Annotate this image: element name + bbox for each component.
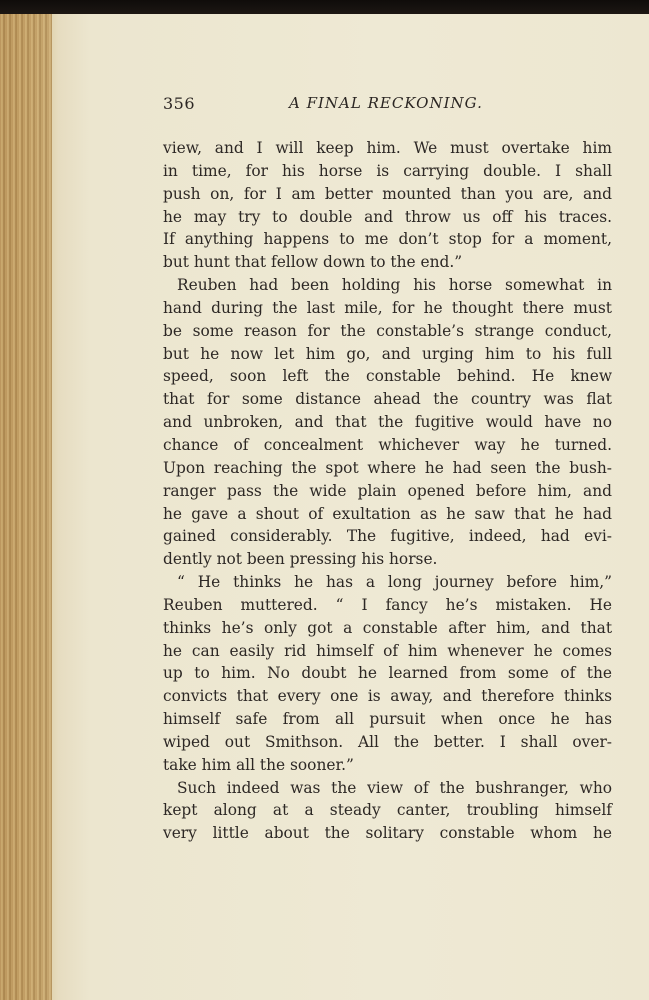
text-line: Reuben had been holding his horse somewhat in xyxy=(177,276,612,295)
text-line: be some reason for the constable’s strange conduct, xyxy=(163,321,612,340)
text-line: he can easily rid himself of him whenever he comes xyxy=(163,641,612,660)
text-line: but hunt that fellow down to the end.” xyxy=(163,253,463,272)
text-line: Reuben muttered. “ I fancy he’s mistaken. He xyxy=(163,595,612,614)
text-line: kept along at a steady canter, troubling himself xyxy=(163,801,612,820)
text-line: ranger pass the wide plain opened before him, and xyxy=(163,481,612,500)
text-line: thinks he’s only got a constable after him, and that xyxy=(163,618,612,637)
text-line: he gave a shout of exultation as he saw that he had xyxy=(163,504,612,523)
text-line: wiped out Smithson. All the better. I shall over- xyxy=(163,732,612,751)
running-head: A FINAL RECKONING. xyxy=(289,94,483,112)
page-body-text xyxy=(163,137,612,845)
page-header xyxy=(163,92,613,116)
text-line: speed, soon left the constable behind. He knew xyxy=(163,367,612,386)
text-line: very little about the solitary constable whom he xyxy=(163,824,612,843)
book-binding-edge xyxy=(0,14,52,1000)
text-line: and unbroken, and that the fugitive would have no xyxy=(163,413,612,432)
text-line: himself safe from all pursuit when once he has xyxy=(163,710,612,729)
text-line: dently not been pressing his horse. xyxy=(163,550,438,569)
text-line: If anything happens to me don’t stop for a moment, xyxy=(163,230,612,249)
text-line: Upon reaching the spot where he had seen the bush- xyxy=(163,458,612,477)
text-line: view, and I will keep him. We must overtake him xyxy=(163,139,612,157)
text-line: hand during the last mile, for he thought there must xyxy=(163,298,612,317)
page-number: 356 xyxy=(163,94,196,113)
text-line: Such indeed was the view of the bushranger, who xyxy=(177,778,612,797)
text-line: he may try to double and throw us off his traces. xyxy=(163,207,612,226)
text-line: that for some distance ahead the country was flat xyxy=(163,390,612,409)
text-line: gained considerably. The fugitive, indeed, had evi- xyxy=(163,527,612,546)
text-line: up to him. No doubt he learned from some of the xyxy=(163,664,612,683)
text-line: push on, for I am better mounted than you are, and xyxy=(163,184,612,203)
text-line: “ He thinks he has a long journey before him,” xyxy=(177,573,612,592)
text-line: but he now let him go, and urging him to his full xyxy=(163,344,612,363)
text-line: take him all the sooner.” xyxy=(163,755,354,774)
text-line: chance of concealment whichever way he turned. xyxy=(163,435,612,454)
text-line: in time, for his horse is carrying double. I shall xyxy=(163,161,612,180)
text-line: convicts that every one is away, and therefore thinks xyxy=(163,687,612,706)
